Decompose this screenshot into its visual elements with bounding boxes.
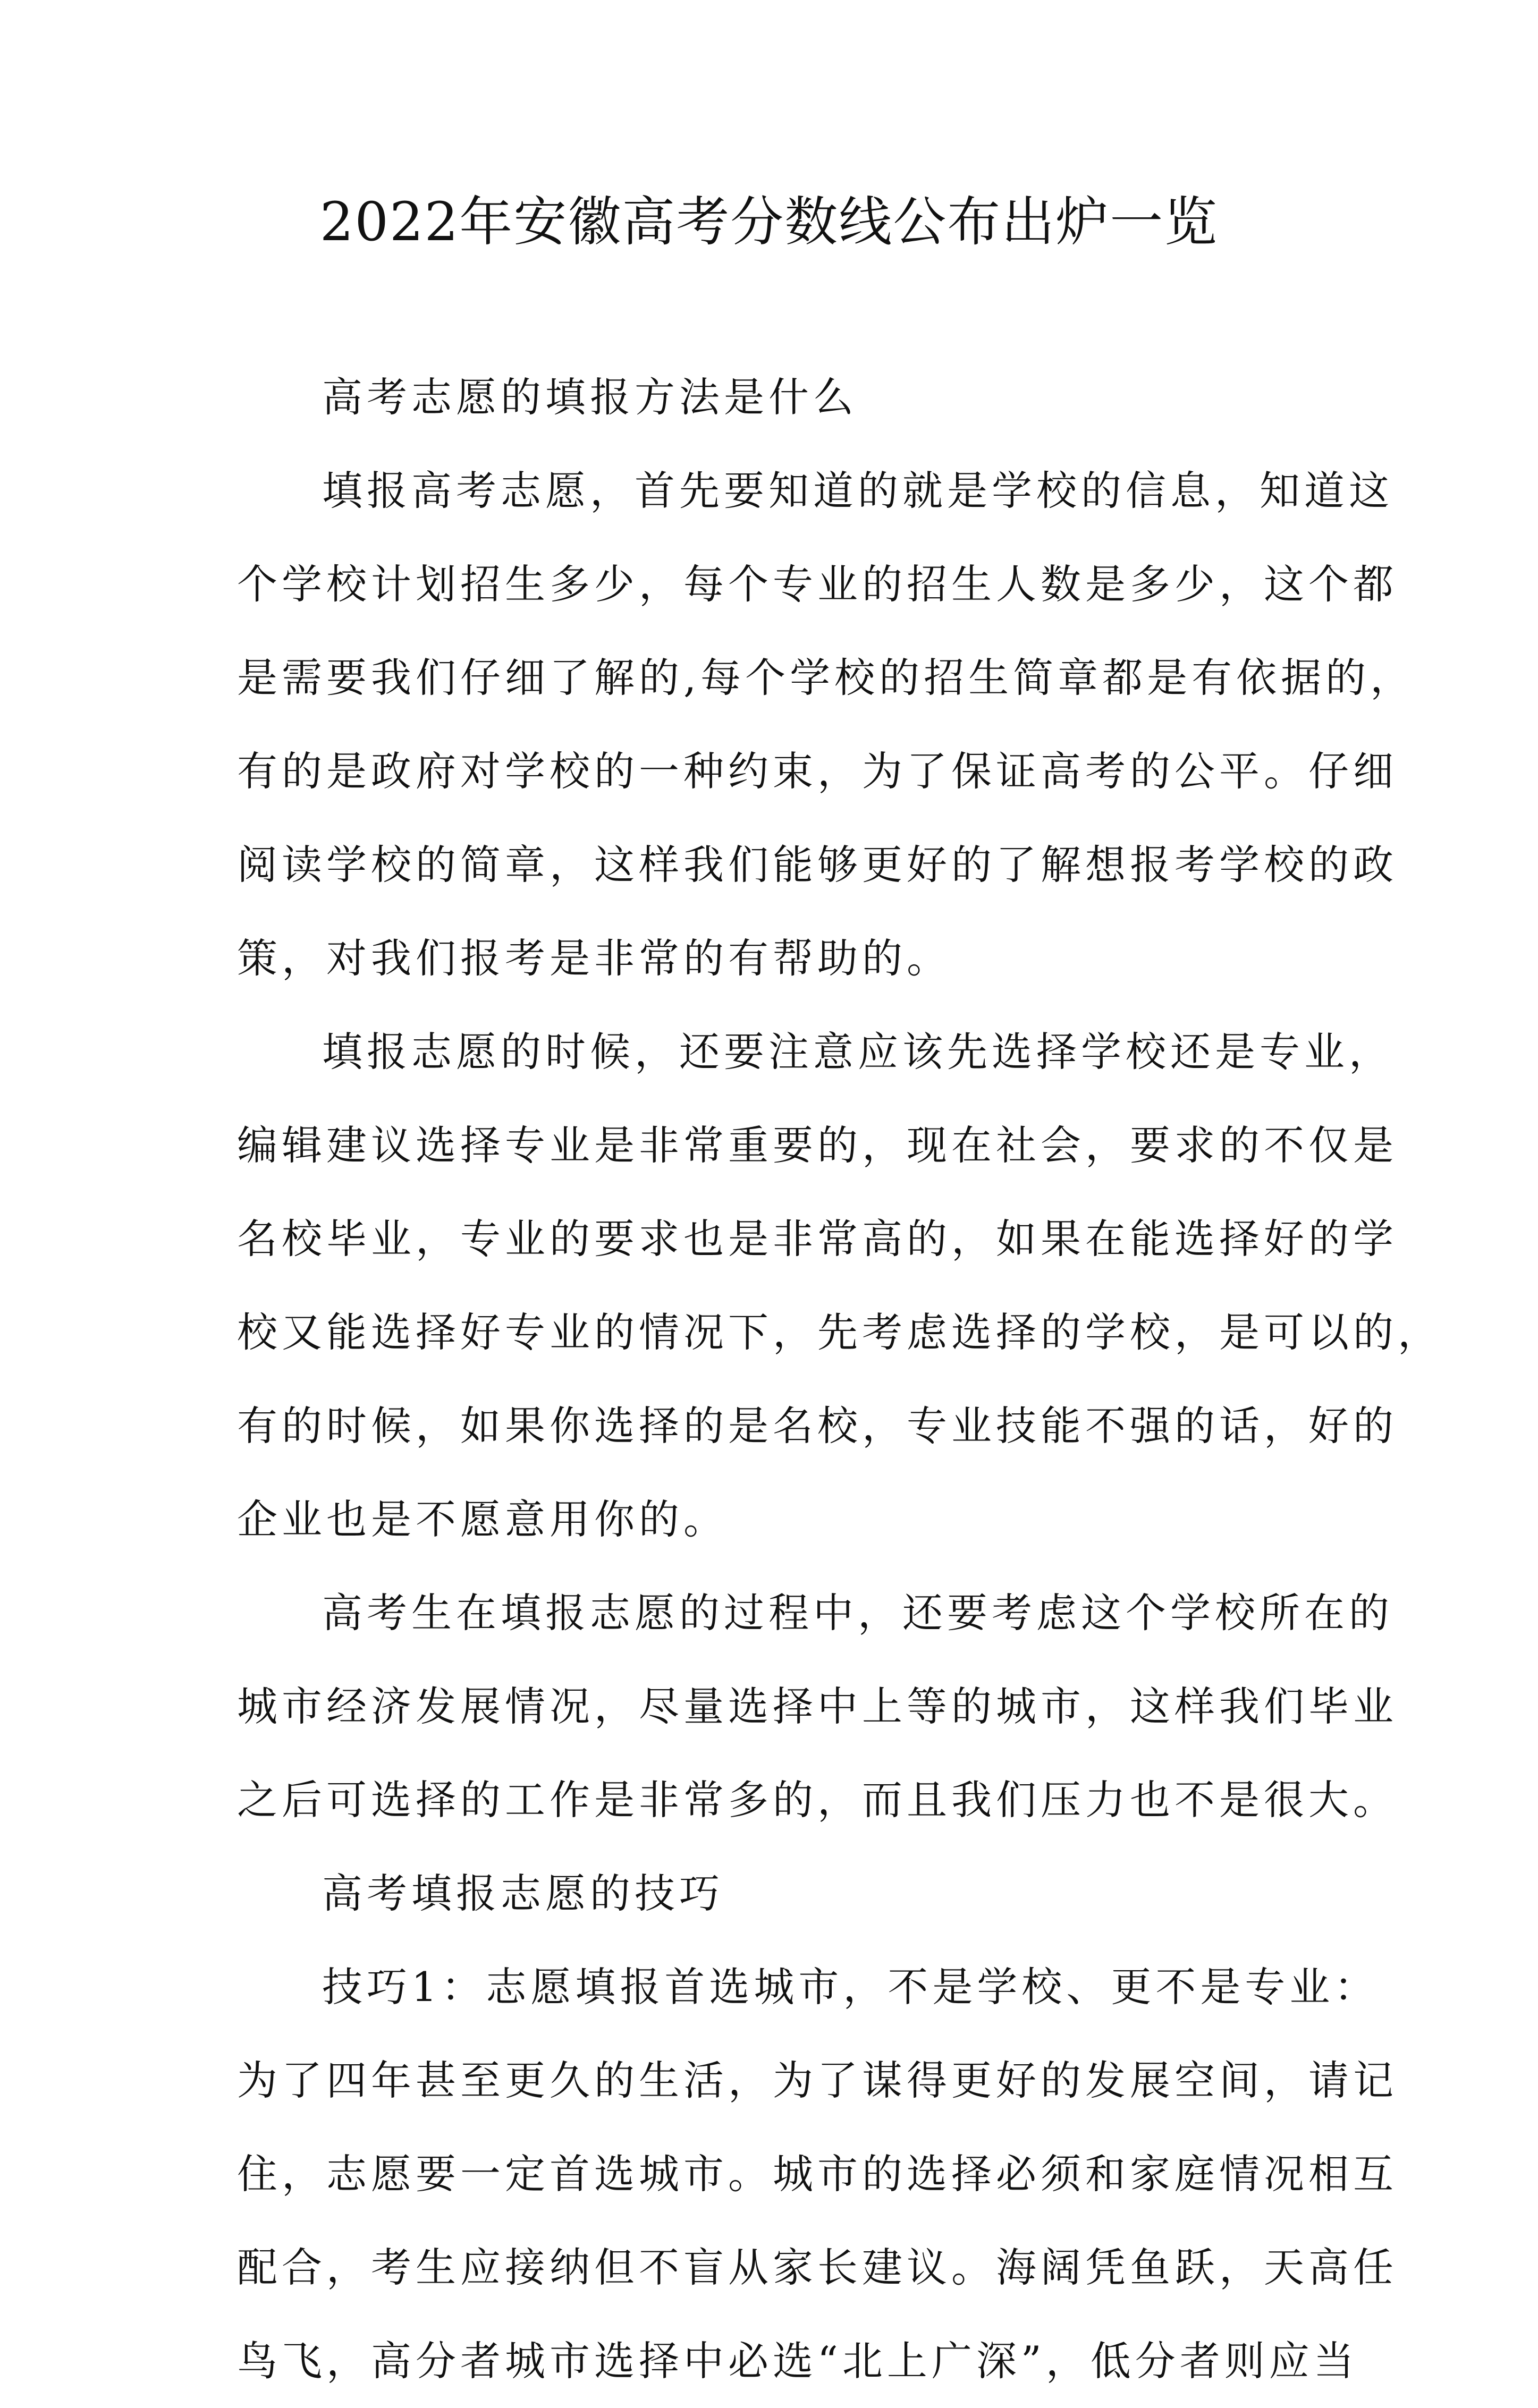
text-line: 填报高考志愿，首先要知道的就是学校的信息，知道这 bbox=[322, 467, 1393, 514]
text-line: 高考生在填报志愿的过程中，还要考虑这个学校所在的 bbox=[322, 1589, 1393, 1637]
text-line: 有的是政府对学校的一种约束，为了保证高考的公平。仔细 bbox=[237, 748, 1398, 795]
text-line: 个学校计划招生多少，每个专业的招生人数是多少，这个都 bbox=[237, 561, 1398, 608]
text-line: 鸟飞，高分者城市选择中必选“北上广深”，低分者则应当 bbox=[237, 2337, 1358, 2385]
text-line: 为了四年甚至更久的生活，为了谋得更好的发展空间，请记 bbox=[237, 2057, 1398, 2104]
text-line: 配合，考生应接纳但不盲从家长建议。海阔凭鱼跃，天高任 bbox=[237, 2244, 1398, 2291]
document-body bbox=[237, 351, 1442, 2408]
text-line: 住，志愿要一定首选城市。城市的选择必须和家庭情况相互 bbox=[237, 2150, 1398, 2198]
text-line: 城市经济发展情况，尽量选择中上等的城市，这样我们毕业 bbox=[237, 1683, 1398, 1730]
text-line: 高考志愿的填报方法是什么 bbox=[322, 374, 858, 421]
text-line: 高考填报志愿的技巧 bbox=[322, 1870, 724, 1917]
text-line: 校又能选择好专业的情况下，先考虑选择的学校，是可以的， bbox=[237, 1309, 1442, 1356]
text-line: 之后可选择的工作是非常多的，而且我们压力也不是很大。 bbox=[237, 1776, 1398, 1824]
text-line: 技巧1：志愿填报首选城市，不是学校、更不是专业： bbox=[322, 1963, 1379, 2011]
text-line: 是需要我们仔细了解的,每个学校的招生简章都是有依据的， bbox=[237, 654, 1415, 701]
text-line: 名校毕业，专业的要求也是非常高的，如果在能选择好的学 bbox=[237, 1215, 1398, 1262]
text-line: 阅读学校的简章，这样我们能够更好的了解想报考学校的政 bbox=[237, 841, 1398, 888]
text-line: 填报志愿的时候，还要注意应该先选择学校还是专业， bbox=[322, 1028, 1393, 1075]
text-line: 编辑建议选择专业是非常重要的，现在社会，要求的不仅是 bbox=[237, 1122, 1398, 1169]
text-line: 策，对我们报考是非常的有帮助的。 bbox=[237, 935, 951, 982]
text-line: 有的时候，如果你选择的是名校，专业技能不强的话，好的 bbox=[237, 1402, 1398, 1449]
document-title: 2022年安徽高考分数线公布出炉一览 bbox=[319, 191, 1219, 253]
text-line: 企业也是不愿意用你的。 bbox=[237, 1496, 728, 1543]
